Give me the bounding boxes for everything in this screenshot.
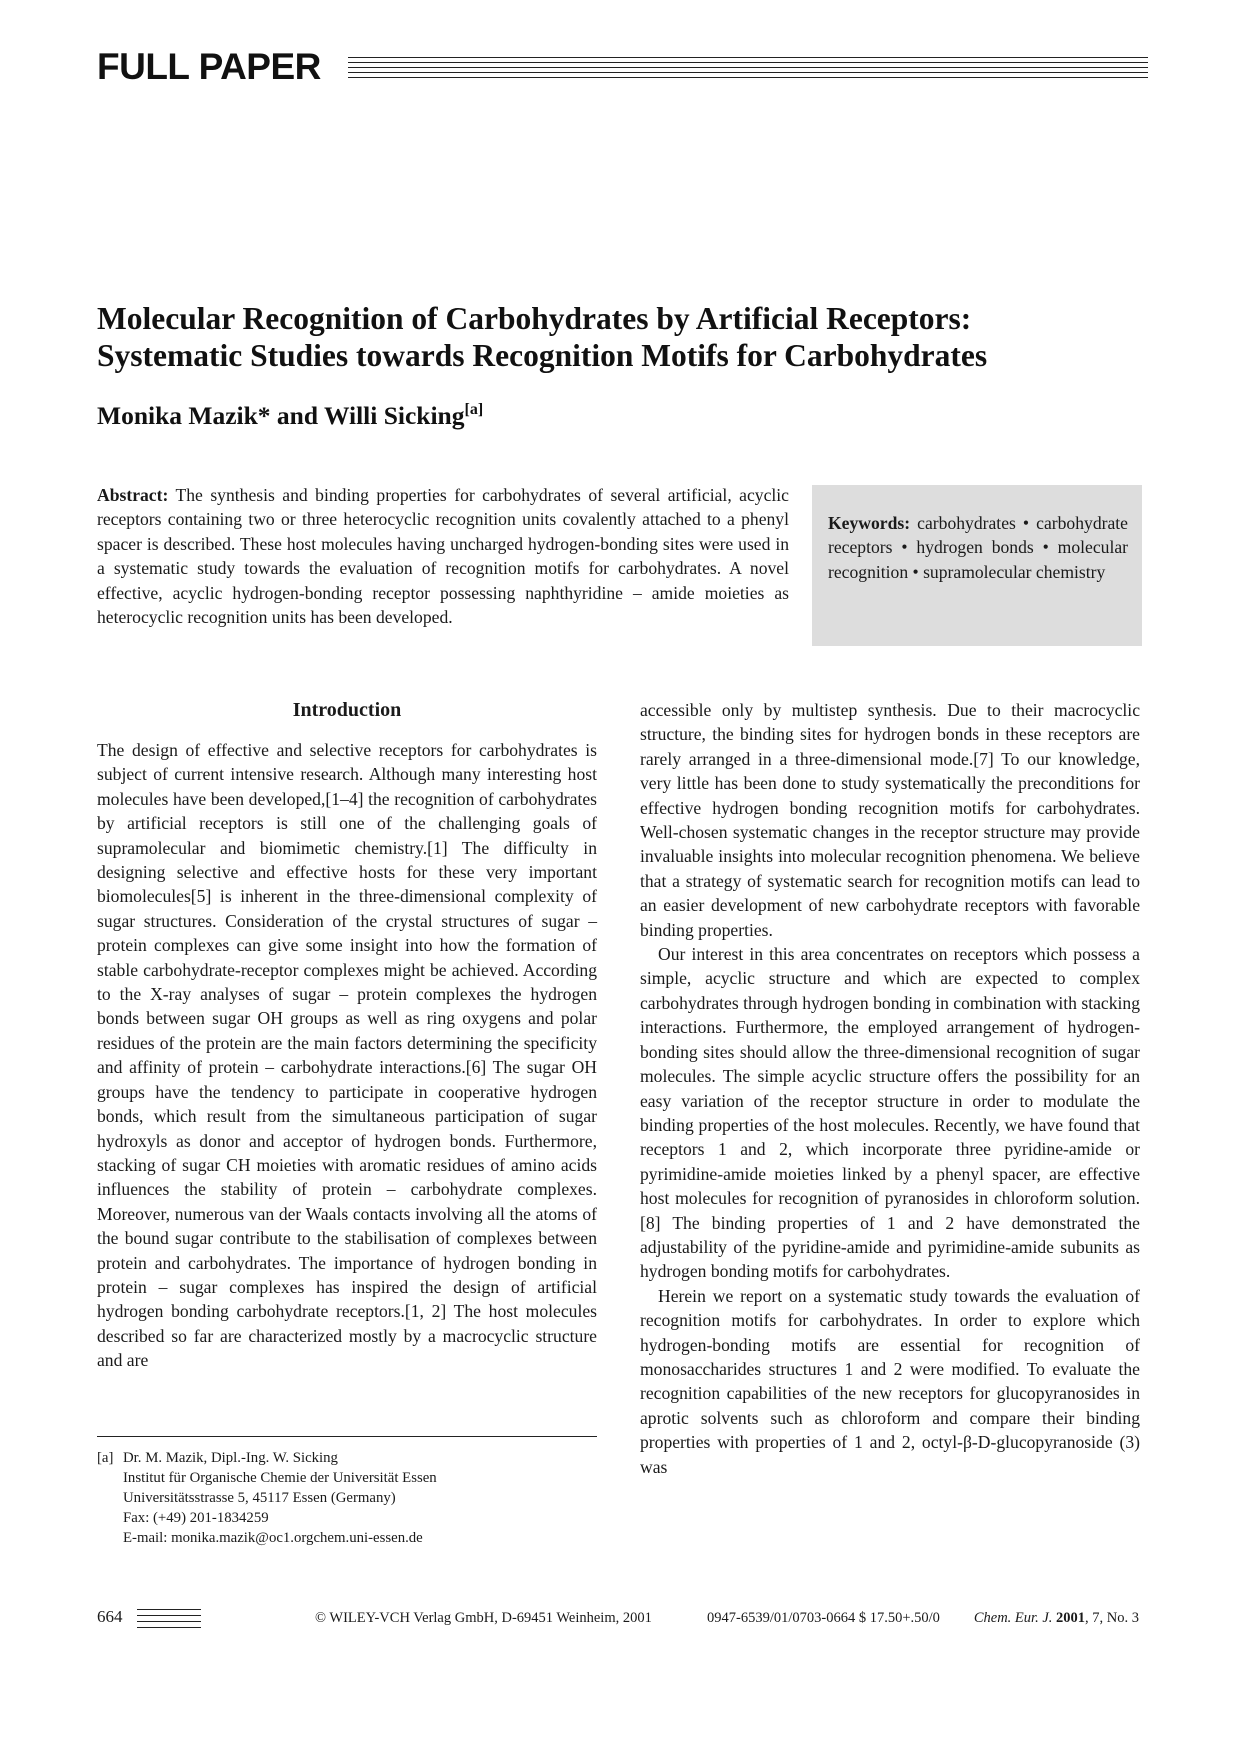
affiliation-mark: [a]: [464, 401, 484, 418]
footnote-line: Institut für Organische Chemie der Universität Essen: [123, 1470, 437, 1486]
header-rules: [348, 57, 1148, 81]
affiliation-footnote: [97, 1448, 597, 1548]
footnote-line: Universitätsstrasse 5, 45117 Essen (Germany): [123, 1490, 396, 1506]
keywords-text: carbohydrates • carbohydrate receptors • hydrogen bonds • molecular recognition • supramolecular chemistry: [828, 513, 1128, 582]
intro-paragraph-4: Herein we report on a systematic study towards the evaluation of recognition motifs for carbohydrates. In order to explore which hydrogen-bonding motifs are essential for recognition of monosaccharides structures 1 and 2 were modified. To evaluate the recognition capabilities of the new receptors for glucopyranosides in aprotic solvents such as chloroform and compare their binding properties with properties of 1 and 2, octyl-β-D-glucopyranoside (3) was: [640, 1285, 1140, 1477]
intro-paragraph-3: Our interest in this area concentrates on receptors which possess a simple, acyclic structure and which are expected to complex carbohydrates through hydrogen bonding in combination with stacking interactions. Furthermore, the employed arrangement of hydrogen-bonding sites should allow the three-dimensional recognition of sugar molecules. The simple acyclic structure offers the possibility for an easy variation of the receptor structure in order to modulate the binding properties of the host molecules. Recently, we have found that receptors 1 and 2, which incorporate three pyridine-amide or pyrimidine-amide moieties linked by a phenyl spacer, are effective host molecules for recognition of pyranosides in chloroform solution.[8] The binding properties of 1 and 2 have demonstrated the adjustability of the pyridine-amide and pyrimidine-amide subunits as hydrogen bonding motifs for carbohydrates.: [640, 944, 1140, 1282]
section-label: FULL PAPER: [97, 46, 321, 87]
right-column: [640, 698, 1140, 1479]
left-column: [97, 738, 597, 1373]
footnote-line: Fax: (+49) 201-1834259: [123, 1510, 269, 1526]
page-number: 664: [97, 1607, 123, 1626]
keywords-label: Keywords:: [828, 513, 911, 533]
footnote-marker: [a]: [97, 1450, 114, 1466]
intro-paragraph-2: accessible only by multistep synthesis. Due to their macrocyclic structure, the binding sites for hydrogen bonds in these receptors are rarely arranged in a three-dimensional mode.[7] To our knowledge, very little has been done to study systematically the preconditions for effective hydrogen bonding recognition motifs for carbohydrates. Well-chosen systematic changes in the receptor structure may provide invaluable insights into molecular recognition phenomena. We believe that a strategy of systematic search for recognition motifs can lead to an easier development of new carbohydrate receptors with favorable binding properties.: [640, 700, 1140, 940]
introduction-heading: Introduction: [292, 699, 402, 721]
journal-name: Chem. Eur. J.: [973, 1610, 1053, 1626]
page-number-rules: [137, 1607, 201, 1631]
abstract: [97, 483, 789, 629]
title-line-2: Systematic Studies towards Recognition Motifs for Carbohydrates: [97, 338, 988, 373]
paper-title: [97, 300, 1097, 374]
author-names: Monika Mazik* and Willi Sicking: [97, 401, 465, 430]
abstract-text: The synthesis and binding properties for carbohydrates of several artificial, acyclic receptors containing two or three heterocyclic recognition units covalently attached to a phenyl spacer is described. These host molecules having uncharged hydrogen-bonding sites were used in a systematic study towards the evaluation of recognition motifs for carbohydrates. A novel effective, acyclic hydrogen-bonding receptor possessing naphthyridine – amide moieties as heterocyclic recognition units has been developed.: [97, 485, 789, 628]
author-line: [97, 400, 483, 432]
footnote-line: Dr. M. Mazik, Dipl.-Ing. W. Sicking: [123, 1450, 338, 1466]
intro-paragraph-1: The design of effective and selective receptors for carbohydrates is subject of current intensive research. Although many interesting host molecules have been developed,[1–4] the recognition of carbohydrates by artificial receptors is still one of the challenging goals of supramolecular and biomimetic chemistry.[1] The difficulty in designing selective and effective hosts for these very important biomolecules[5] is inherent in the three-dimensional complexity of sugar structures. Consideration of the crystal structures of sugar – protein complexes can give some insight into how the formation of stable carbohydrate-receptor complexes might be achieved. According to the X-ray analyses of sugar – protein complexes the hydrogen bonds between sugar OH groups as well as ring oxygens and polar residues of the protein are the main factors determining the specificity and affinity of protein – carbohydrate interactions.[6] The sugar OH groups have the tendency to participate in cooperative hydrogen bonds, which result from the simultaneous participation of sugar hydroxyls as donor and acceptor of hydrogen bonds. Furthermore, stacking of sugar CH moieties with aromatic residues of amino acids influences the stability of protein – carbohydrate complexes. Moreover, numerous van der Waals contacts involving all the atoms of the bound sugar contribute to the stabilisation of complexes between protein and carbohydrates. The importance of hydrogen bonding in protein – sugar complexes has inspired the design of artificial hydrogen bonding carbohydrate receptors.[1, 2] The host molecules described so far are characterized mostly by a macrocyclic structure and are: [97, 740, 597, 1371]
journal-year: 2001: [1056, 1610, 1086, 1626]
keywords-box: [812, 485, 1142, 646]
journal-issue: , 7, No. 3: [1085, 1610, 1139, 1626]
page-footer: [97, 1607, 1147, 1633]
footnote-rule: [97, 1436, 597, 1437]
article-code: 0947-6539/01/0703-0664 $ 17.50+.50/0: [707, 1610, 940, 1626]
footnote-email: E-mail: monika.mazik@oc1.orgchem.uni-essen.de: [123, 1530, 423, 1546]
publisher-line: © WILEY-VCH Verlag GmbH, D-69451 Weinheim, 2001: [315, 1610, 652, 1626]
abstract-label: Abstract:: [97, 485, 169, 505]
journal-citation: [974, 1608, 1139, 1628]
title-line-1: Molecular Recognition of Carbohydrates by Artificial Receptors:: [97, 301, 972, 336]
